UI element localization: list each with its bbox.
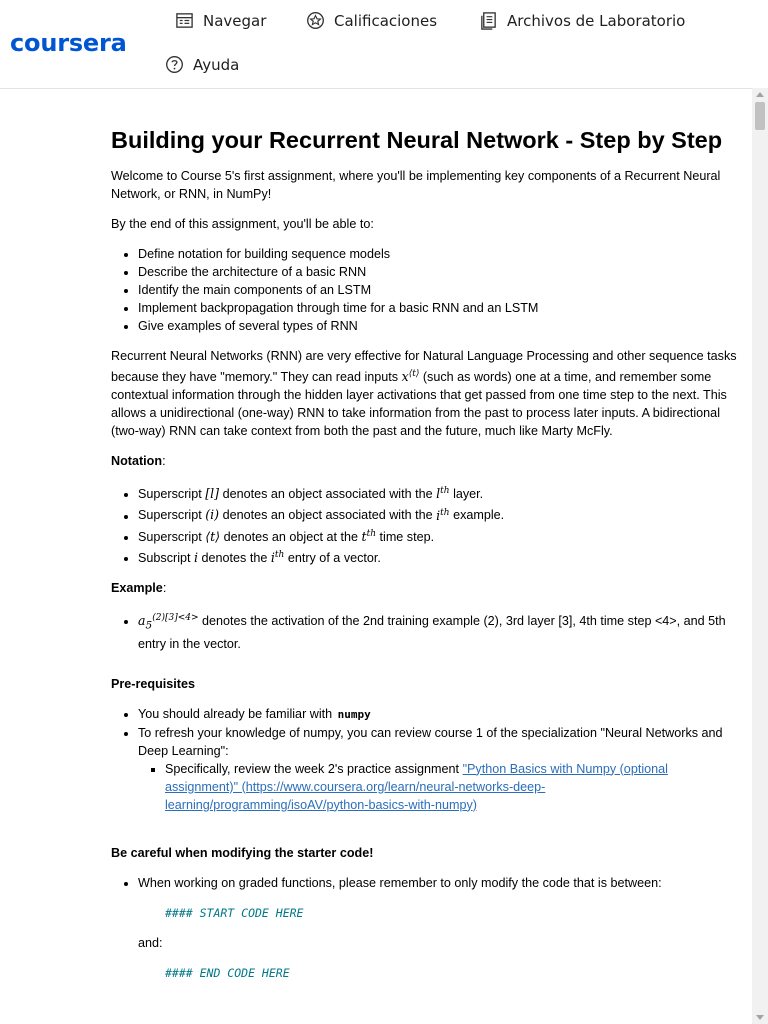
careful-1-text: When working on graded functions, please remember to only modify the code that is between: [138,875,662,890]
code-start-marker: #### START CODE HERE [165,905,304,920]
careful-label: Be careful when modifying the starter code! [111,845,374,860]
notation-sym: (i) [205,507,220,523]
notation-var-base: t [361,528,367,544]
notation-post: time step. [379,529,435,544]
example-var: a [138,613,146,629]
example-math [138,612,199,632]
objectives-list [111,245,743,335]
notation-pre: Superscript [138,487,202,502]
list-item [138,724,743,814]
coursera-logo[interactable]: coursera [10,29,127,57]
notation-mid: denotes the [201,550,268,565]
nav-grades[interactable] [306,11,437,30]
example-text: denotes the activation of the 2nd training example (2), 3rd layer [3], 4th time step <4>, and 5th entry in the vector. [138,614,726,651]
nav-browse[interactable] [175,11,266,30]
notation-heading: Notation: [111,454,166,469]
notation-list [111,482,743,567]
example-list [111,609,743,653]
notebook-content [111,128,743,994]
rnn-paragraph [111,347,743,440]
notation-pre: Subscript [138,550,191,565]
list-item [138,609,743,653]
notation-var [271,550,284,565]
notation-post: entry of a vector. [287,550,381,565]
notation-var-sup: th [366,528,377,539]
math-x-sup: ⟨t⟩ [408,369,420,379]
prereq-2-text: To refresh your knowledge of numpy, you can review course 1 of the specialization "Neural Networks and Deep Learning": [138,725,723,758]
notation-var [436,508,449,523]
top-header [0,0,768,89]
notebook-title: Building your Recurrent Neural Network - Step by Step [111,127,723,153]
example-sup: (2)[3]<4> [152,612,199,623]
notation-pre: Superscript [138,508,202,523]
notation-label: Notation [111,454,163,469]
and-text: and: [138,935,163,950]
vertical-scrollbar[interactable] [752,88,768,1024]
notation-post: layer. [453,487,484,502]
scroll-up-arrow-icon[interactable] [752,88,768,102]
notation-var-base: i [436,507,441,523]
math-x-var: x [401,369,409,385]
notation-sym: [l] [205,486,220,502]
notation-mid: denotes an object at the [223,529,359,544]
list-item [138,546,743,567]
notation-sym: i [194,549,199,565]
rnn-text-2: (such as words) one at a time, and remember some contextual information through the hidden layer activations that get passed from one time step to the next. This allows a unidirectional (one-way) RNN to take information from the past to process later inputs. A bidirectional (two-way) RNN can take context from both the past and the future, much like Marty McFly. [111,370,727,439]
nav-lab-files[interactable] [479,11,685,30]
list-item: • Give examples of several types of RNN [138,317,743,335]
careful-list [111,874,743,982]
lab-files-icon [479,11,498,30]
prereq-1-text: You should already be familiar with [138,706,333,721]
list-item [138,874,743,982]
notation-mid: denotes an object associated with the [222,487,433,502]
notation-var-base: i [270,549,275,565]
rnn-text-1: Recurrent Neural Networks (RNN) are very effective for Natural Language Processing and other sequence tasks because they have "memory." They can read inputs [111,349,737,385]
code-end-marker: #### END CODE HERE [165,965,290,980]
careful-heading [111,844,743,862]
example-heading: Example: [111,580,167,595]
notation-mid: denotes an object associated with the [222,508,433,523]
nav-help[interactable] [165,55,239,74]
notation-var-base: l [436,486,441,502]
notation-var [362,529,376,544]
list-item: • Identify the main components of an LSTM [138,281,743,299]
list-item [138,503,743,524]
able-to-paragraph: By the end of this assignment, you'll be able to: [111,217,374,231]
list-item [138,525,743,546]
grades-icon [306,11,325,30]
inline-code: numpy [337,707,371,721]
prereq-sub-list [138,760,743,814]
math-x [402,369,420,384]
prereq-sub-text: Specifically, review the week 2's practice assignment [165,761,460,776]
help-icon [165,55,184,74]
scroll-thumb[interactable] [755,102,765,130]
list-item: • Describe the architecture of a basic RNN [138,263,743,281]
prereq-heading [111,675,743,693]
list-item [138,705,743,724]
list-item: • Implement backpropagation through time for a basic RNN and an LSTM [138,299,743,317]
nav-browse-label: Navegar [203,11,267,30]
example-sub: 5 [145,619,153,632]
notation-var-sup: th [440,507,450,518]
intro-paragraph: Welcome to Course 5's first assignment, where you'll be implementing key components of a Recurrent Neural Network, or RNN, in NumPy! [111,169,721,201]
notation-sym: ⟨t⟩ [205,528,221,544]
nav-help-label: Ayuda [193,55,240,74]
prereq-label: Pre-requisites [111,676,195,691]
nav-grades-label: Calificaciones [334,11,438,30]
list-item [165,760,743,814]
nav-lab-files-label: Archivos de Laboratorio [507,11,686,30]
list-item: • Define notation for building sequence models [138,245,743,263]
example-label: Example [111,580,163,595]
notation-var-sup: th [274,549,285,560]
notation-var [436,486,449,501]
list-item [138,482,743,503]
browse-icon [175,11,194,30]
notation-var-sup: th [440,486,450,497]
notation-pre: Superscript [138,529,202,544]
notation-post: example. [453,508,505,523]
prereq-list [111,705,743,814]
scroll-down-arrow-icon[interactable] [752,1010,768,1024]
python-basics-link[interactable]: "Python Basics with Numpy (optional assignment)" (https://www.coursera.org/learn/neural-networks-deep-learning/programming/isoAV/python-basics-with-numpy) [165,761,668,812]
